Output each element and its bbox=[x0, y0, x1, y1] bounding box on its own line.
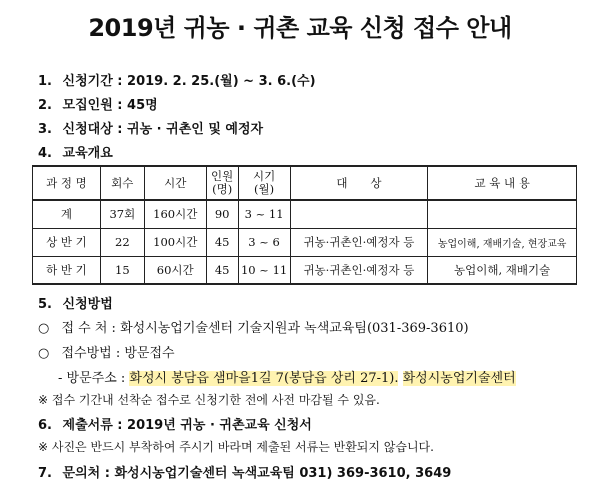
page-title: 2019년 귀농 · 귀촌 교육 신청 접수 안내 bbox=[88, 14, 512, 42]
section-recruit-count: 2. 모집인원 : 45명 bbox=[38, 98, 158, 113]
col-header-period: 시기 (월) bbox=[238, 166, 290, 200]
visit-address-label: - 방문주소 : bbox=[58, 371, 126, 386]
col-header-content: 교 육 내 용 bbox=[428, 166, 577, 200]
section-value: 귀농 · 귀촌인 및 예정자 bbox=[127, 122, 264, 137]
reception-line bbox=[38, 317, 469, 336]
section-label: 제출서류 : bbox=[62, 418, 123, 433]
table-row: 상 반 기 22 100시간 45 3 ~ 6 귀농·귀촌인·예정자 등 농업이해, 재배기술, 현장교육 bbox=[33, 228, 577, 256]
reception-way-label: 접수방법 : bbox=[61, 346, 121, 361]
section-documents: 6. 제출서류 : 2019년 귀농 · 귀촌교육 신청서 bbox=[38, 418, 312, 433]
section-application-period: 1. 신청기간 : 2019. 2. 25.(월) ~ 3. 6.(수) bbox=[38, 74, 316, 89]
section-target: 3. 신청대상 : 귀농 · 귀촌인 및 예정자 bbox=[38, 122, 264, 137]
col-header-course: 과 정 명 bbox=[33, 166, 101, 200]
col-header-hours: 시간 bbox=[144, 166, 206, 200]
section-education-overview: 4. 교육개요 bbox=[38, 146, 113, 161]
reception-value: 화성시농업기술센터 기술지원과 녹색교육팀(031-369-3610) bbox=[120, 321, 469, 336]
section-label: 신청방법 bbox=[62, 297, 113, 312]
col-header-people: 인원 (명) bbox=[206, 166, 238, 200]
visit-address-highlight: 화성시농업기술센터 bbox=[402, 371, 516, 386]
section-value: 2019년 귀농 · 귀촌교육 신청서 bbox=[127, 418, 312, 433]
circle-bullet-icon: ○ bbox=[38, 321, 50, 336]
col-header-sessions: 회수 bbox=[100, 166, 144, 200]
section-label: 교육개요 bbox=[62, 146, 113, 161]
reception-note: ※ 접수 기간내 선착순 접수로 신청기한 전에 사전 마감될 수 있음. bbox=[38, 393, 380, 407]
section-label: 모집인원 : bbox=[62, 98, 123, 113]
section-label: 문의처 : bbox=[62, 466, 110, 481]
reception-way-line bbox=[38, 342, 175, 361]
documents-note: ※ 사진은 반드시 부착하여 주시기 바라며 제출된 서류는 반환되지 않습니다. bbox=[38, 440, 434, 454]
visit-address-line bbox=[58, 367, 516, 386]
section-value: 화성시농업기술센터 녹색교육팀 031) 369-3610, 3649 bbox=[114, 466, 452, 481]
section-application-method: 5. 신청방법 bbox=[38, 297, 113, 312]
col-header-target: 대 상 bbox=[290, 166, 428, 200]
section-label: 신청대상 : bbox=[62, 122, 123, 137]
table-header-row bbox=[33, 166, 577, 200]
table-row: 하 반 기 15 60시간 45 10 ~ 11 귀농·귀촌인·예정자 등 농업이해, 재배기술 bbox=[33, 256, 577, 284]
reception-label: 접 수 처 : bbox=[61, 321, 116, 336]
section-label: 신청기간 : bbox=[62, 74, 123, 89]
education-table bbox=[32, 165, 577, 285]
section-value: 2019. 2. 25.(월) ~ 3. 6.(수) bbox=[127, 74, 316, 89]
circle-bullet-icon: ○ bbox=[38, 346, 50, 361]
table-row: 계 37회 160시간 90 3 ~ 11 bbox=[33, 200, 577, 228]
visit-address-value: 화성시 봉담읍 샘마을1길 7(봉담읍 상리 27-1). bbox=[129, 371, 399, 386]
reception-way-value: 방문접수 bbox=[124, 346, 175, 361]
section-contact: 7. 문의처 : 화성시농업기술센터 녹색교육팀 031) 369-3610, 3649 bbox=[38, 466, 452, 481]
section-value: 45명 bbox=[127, 98, 158, 113]
